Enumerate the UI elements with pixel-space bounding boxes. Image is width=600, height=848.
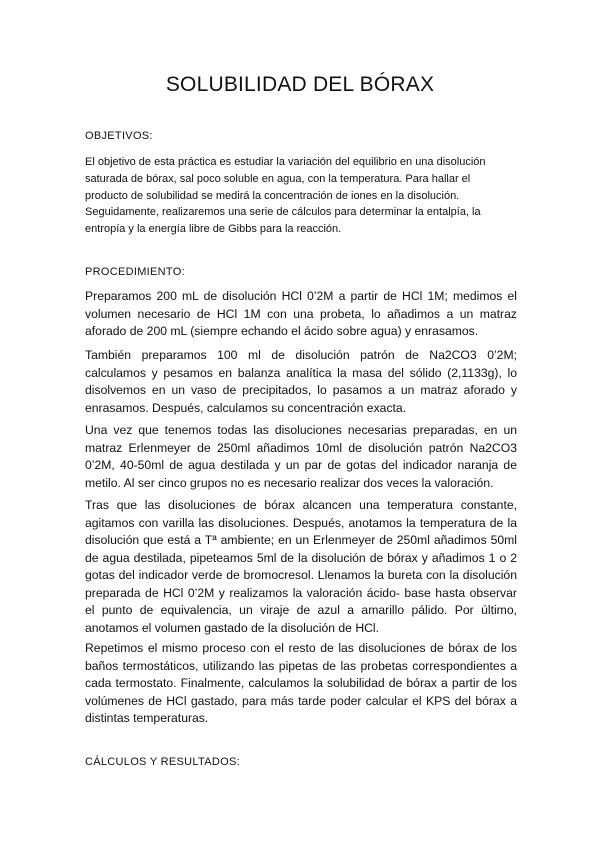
section-heading-objetivos: OBJETIVOS:	[85, 130, 153, 142]
objetivos-paragraph: El objetivo de esta práctica es estudiar la variación del equilibrio en una disolución saturada de bórax, sal poco soluble en agua, con la temperatura. Para hallar el producto de solubilidad se medirá la concentración de iones en la disolución. Seguidamente, realizaremos una serie de cálculos para determinar la entalpía, la entropía y la energía libre de Gibbs para la reacción.	[85, 156, 486, 236]
procedimiento-paragraph-3: Una vez que tenemos todas las disoluciones necesarias preparadas, en un matraz Erlenmeyer de 250ml añadimos 10ml de disolución patrón Na2CO3 0’2M, 40-50ml de agua destilada y un par de gotas del indicador naranja de metilo. Al ser cinco grupos no es necesario realizar dos veces la valoración.	[85, 423, 517, 490]
section-heading-procedimiento: PROCEDIMIENTO:	[85, 266, 185, 278]
procedimiento-paragraph-4: Tras que las disoluciones de bórax alcancen una temperatura constante, agitamos con varilla las disoluciones. Después, anotamos la temperatura de la disolución que está a Tª ambiente; en un Erlenmeyer de 250ml añadimos 50ml de agua destilada, pipeteamos 5ml de la disolución de bórax y añadimos 1 o 2 gotas del indicador verde de bromocresol. Llenamos la bureta con la disolución preparada de HCl 0’2M y realizamos la valoración ácido- base hasta observar el punto de equivalencia, un viraje de azul a amarillo pálido. Por último, anotamos el volumen gastado de la disolución de HCl.	[85, 498, 517, 635]
procedimiento-paragraph-2: También preparamos 100 ml de disolución patrón de Na2CO3 0’2M; calculamos y pesamos en balanza analítica la masa del sólido (2,1133g), lo disolvemos en un vaso de precipitados, lo pasamos a un matraz aforado y enrasamos. Después, calculamos su concentración exacta.	[85, 348, 517, 415]
document-title: SOLUBILIDAD DEL BÓRAX	[165, 73, 435, 96]
procedimiento-paragraph-5: Repetimos el mismo proceso con el resto de las disoluciones de bórax de los baños termostáticos, utilizando las pipetas de las probetas correspondientes a cada termostato. Finalmente, calculamos la solubilidad de bórax a partir de los volúmenes de HCl gastado, para más tarde poder calcular el KPS del bórax a distintas temperaturas.	[85, 641, 517, 725]
section-heading-calculos: CÁLCULOS Y RESULTADOS:	[85, 756, 240, 768]
procedimiento-paragraph-1: Preparamos 200 mL de disolución HCl 0’2M a partir de HCl 1M; medimos el volumen necesario de HCl 1M con una probeta, lo añadimos a un matraz aforado de 200 mL (siempre echando el ácido sobre agua) y enrasamos.	[85, 289, 517, 338]
